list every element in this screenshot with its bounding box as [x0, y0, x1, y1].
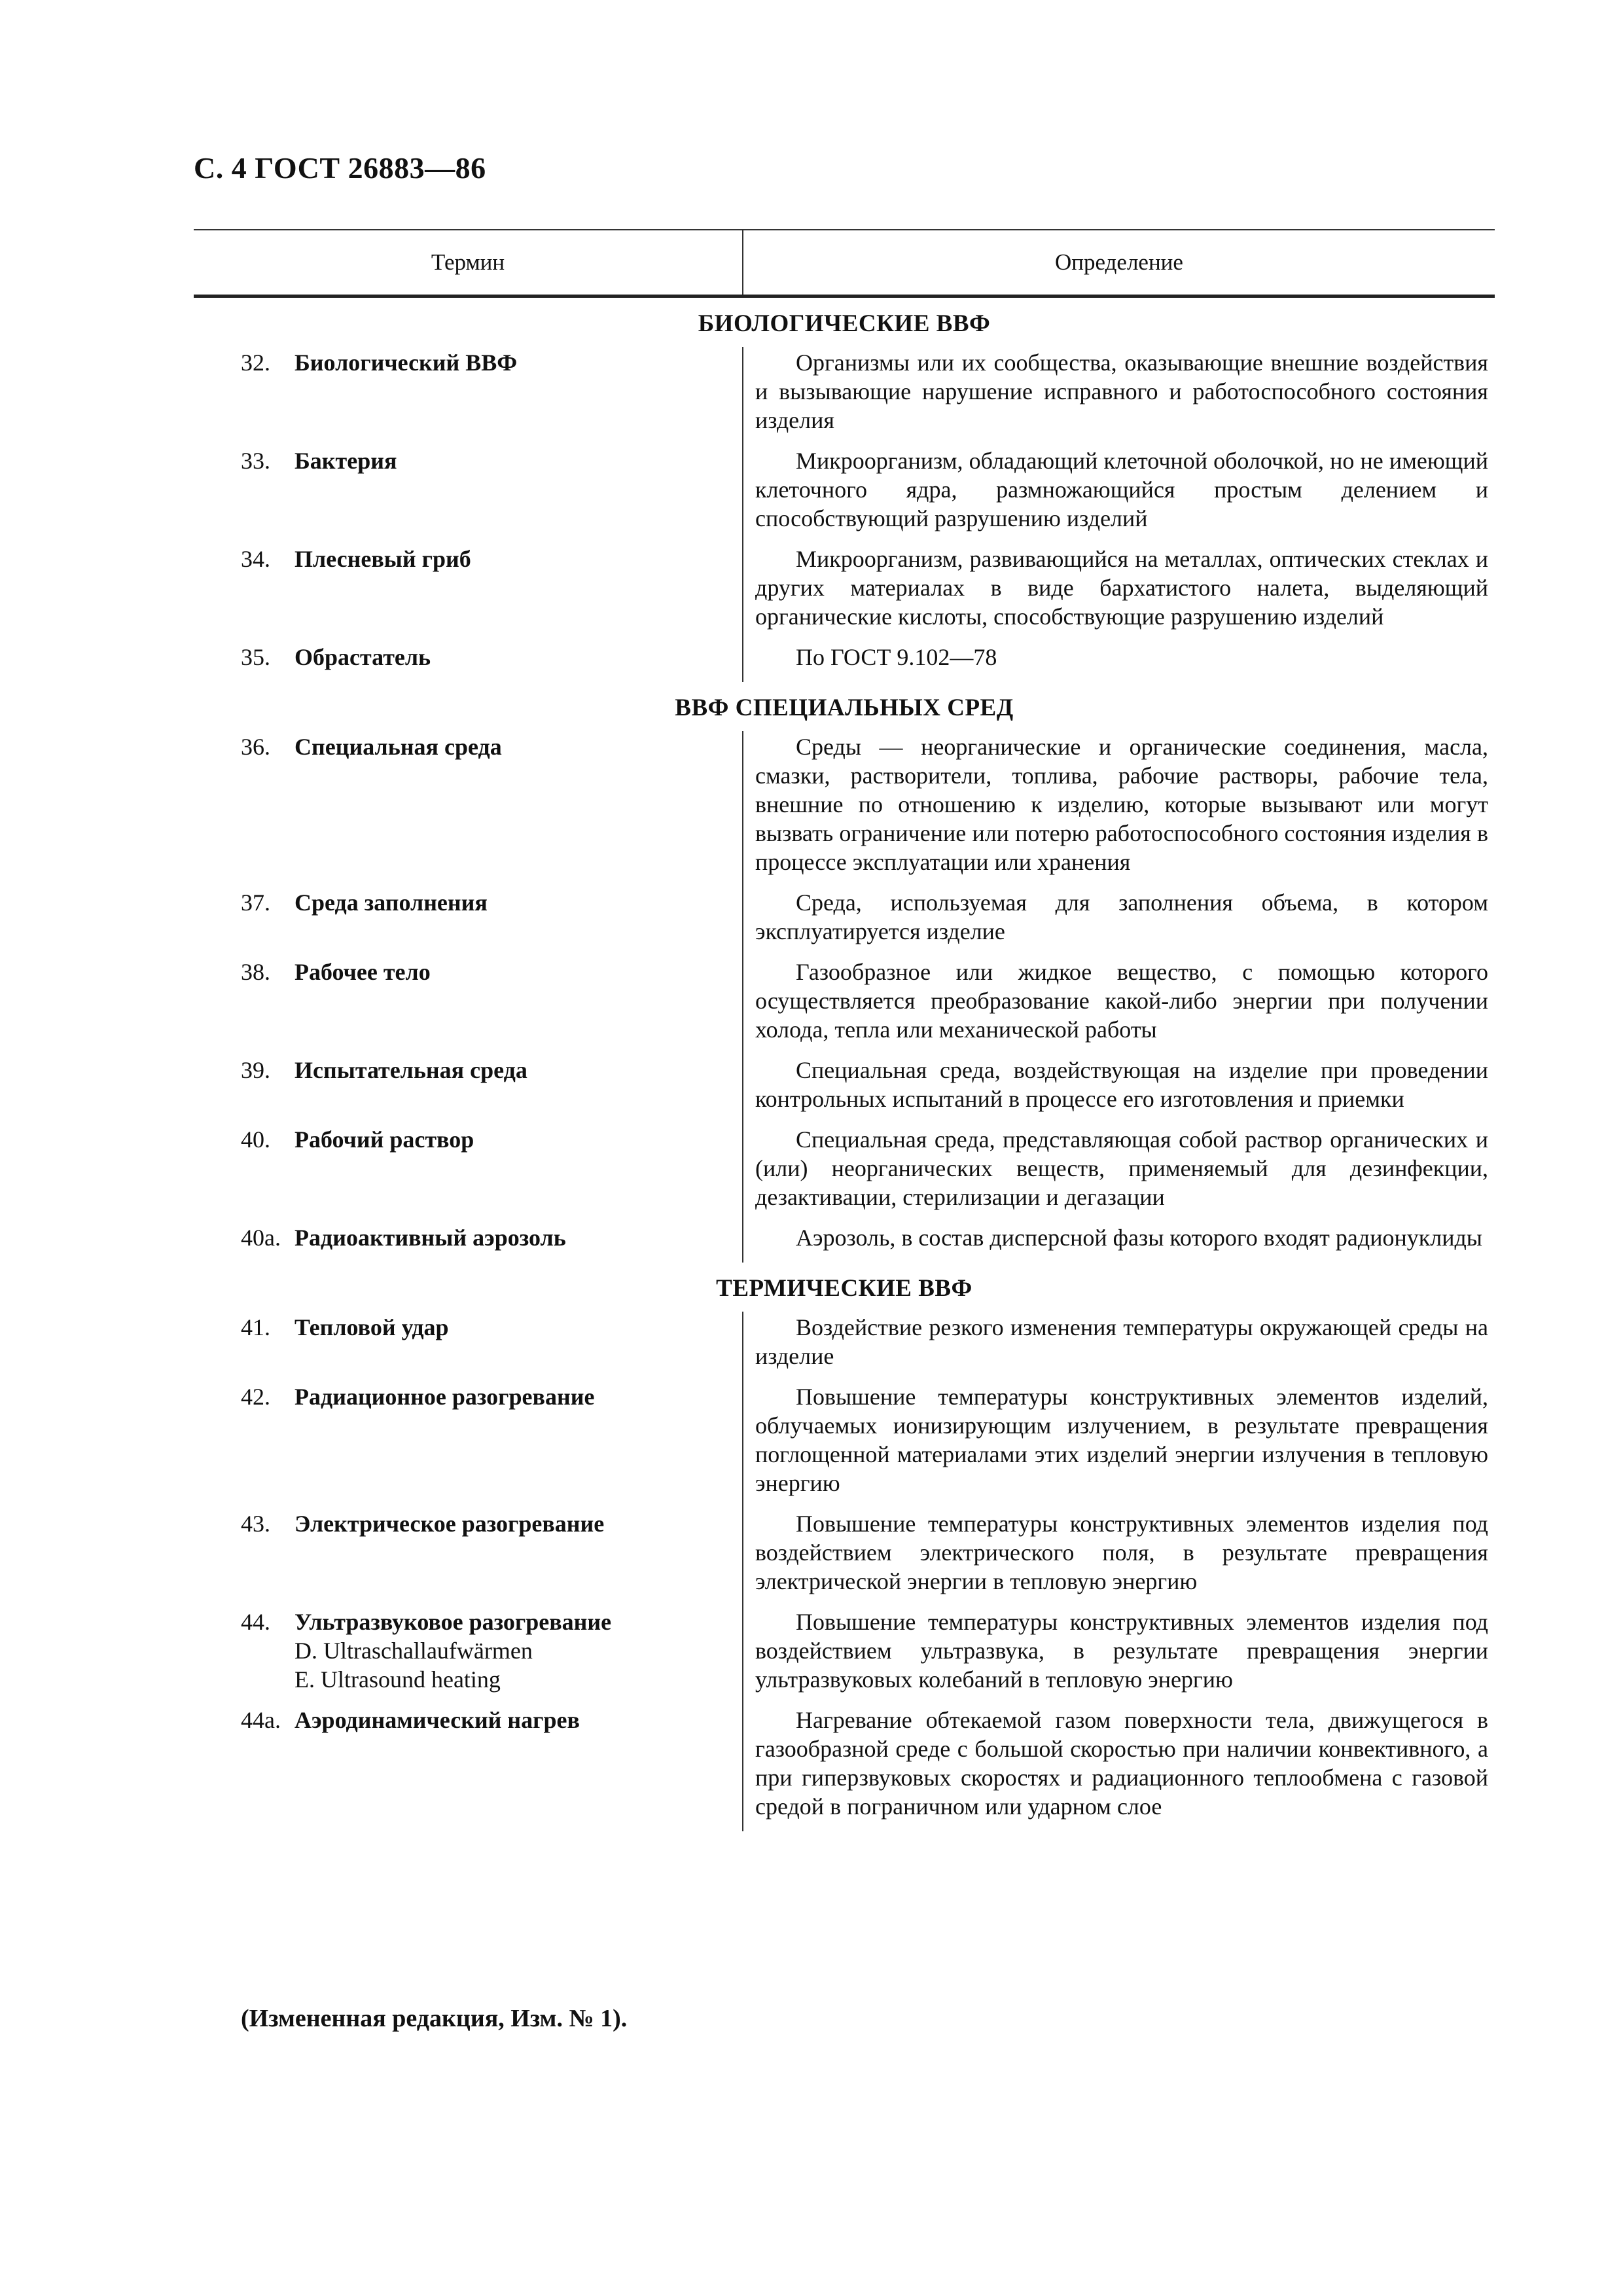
table-row: [194, 1222, 1495, 1263]
term-number: 40а.: [241, 1225, 281, 1251]
term-number: 33.: [241, 448, 270, 474]
definition-cell: По ГОСТ 9.102—78: [742, 641, 1495, 682]
section-title: БИОЛОГИЧЕСКИЕ ВВФ: [698, 310, 991, 337]
table-row: [194, 1606, 1495, 1704]
term-cell: [194, 543, 742, 641]
term-name: Среда заполнения: [294, 889, 488, 916]
term-name: Испытательная среда: [294, 1057, 527, 1083]
definition-cell: Микроорганизм, развивающийся на металлах, оптических стеклах и других материалах в виде бархатистого налета, выделяющий органические кислоты, способствующие разрушению изделий: [742, 543, 1495, 641]
term-name: Электрическое разогревание: [294, 1511, 605, 1537]
term-cell: [194, 1124, 742, 1222]
term-number: 44.: [241, 1609, 270, 1635]
term-number: 37.: [241, 889, 270, 916]
term-number: 41.: [241, 1314, 270, 1340]
amendment-note: (Измененная редакция, Изм. № 1).: [241, 2005, 628, 2032]
term-number: 43.: [241, 1511, 270, 1537]
definition-cell: Микроорганизм, обладающий клеточной оболочкой, но не имеющий клеточного ядра, размножающийся простым делением и способствующий разрушению изделий: [742, 445, 1495, 543]
table-row: [194, 1508, 1495, 1606]
term-cell: [194, 641, 742, 682]
term-name: Биологический ВВФ: [294, 350, 518, 376]
term-name: Аэродинамический нагрев: [294, 1707, 580, 1733]
term-cell: [194, 887, 742, 956]
term-name: Бактерия: [294, 448, 397, 474]
term-name: Обрастатель: [294, 644, 431, 670]
term-cell: [194, 347, 742, 445]
table-row: [194, 956, 1495, 1054]
definition-cell: Воздействие резкого изменения температуры окружающей среды на изделие: [742, 1312, 1495, 1381]
term-name: Рабочее тело: [294, 959, 431, 985]
foreign-equivalent: D. Ultraschallaufwärmen: [294, 1638, 533, 1664]
table-row: [194, 887, 1495, 956]
terms-table: [194, 229, 1495, 1831]
definition-cell: Повышение температуры конструктивных элементов изделия под воздействием ультразвука, в результате превращения энергии ультразвуковых колебаний в тепловую энергию: [742, 1606, 1495, 1704]
definition-cell: Нагревание обтекаемой газом поверхности тела, движущегося в газообразной среде с большой скоростью при наличии конвективного, а при гиперзвуковых скоростях и радиационного теплообмена с газовой средой в пограничном или ударном слое: [742, 1704, 1495, 1831]
term-name: Плесневый гриб: [294, 546, 471, 572]
term-name: Рабочий раствор: [294, 1126, 474, 1153]
term-cell: [194, 1508, 742, 1606]
term-name: Ультразвуковое разогревание: [294, 1609, 612, 1635]
definition-cell: Среды — неорганические и органические соединения, масла, смазки, растворители, топлива, рабочие растворы, рабочие тела, внешние по отношению к изделию, которые вызывают или могут вызвать ограничение или потерю работоспособного состояния изделия в процессе эксплуатации или хранения: [742, 731, 1495, 887]
term-cell: [194, 445, 742, 543]
term-cell: [194, 731, 742, 887]
term-name: Тепловой удар: [294, 1314, 449, 1340]
section-title: ТЕРМИЧЕСКИЕ ВВФ: [716, 1275, 972, 1302]
definition-cell: Аэрозоль, в состав дисперсной фазы которого входят радионуклиды: [742, 1222, 1495, 1263]
term-number: 32.: [241, 350, 270, 376]
term-number: 44а.: [241, 1707, 281, 1733]
term-number: 39.: [241, 1057, 270, 1083]
column-header-term: Термин: [194, 230, 743, 295]
definition-cell: Повышение температуры конструктивных элементов изделия под воздействием электрического поля, в результате превращения электрической энергии в тепловую энергию: [742, 1508, 1495, 1606]
term-cell: [194, 1054, 742, 1124]
term-cell: [194, 1312, 742, 1381]
definition-cell: Среда, используемая для заполнения объема, в котором эксплуатируется изделие: [742, 887, 1495, 956]
definition-cell: Повышение температуры конструктивных элементов изделий, облучаемых ионизирующим излучением, в результате превращения поглощенной материалами этих изделий энергии излучения в тепловую энергию: [742, 1381, 1495, 1508]
table-body: [194, 298, 1495, 1831]
term-number: 40.: [241, 1126, 270, 1153]
table-row: [194, 1381, 1495, 1508]
table-header: [194, 229, 1495, 298]
term-number: 42.: [241, 1384, 270, 1410]
definition-cell: Специальная среда, представляющая собой раствор органических и (или) неорганических веществ, применяемый для дезинфекции, дезактивации, стерилизации и дегазации: [742, 1124, 1495, 1222]
foreign-equivalent: E. Ultrasound heating: [294, 1666, 501, 1693]
section-title: ВВФ СПЕЦИАЛЬНЫХ СРЕД: [675, 694, 1014, 721]
term-number: 36.: [241, 734, 270, 760]
definition-cell: Газообразное или жидкое вещество, с помощью которого осуществляется преобразование какой-либо энергии при получении холода, тепла или механической работы: [742, 956, 1495, 1054]
term-name: Специальная среда: [294, 734, 502, 760]
column-header-definition: Определение: [1055, 249, 1183, 275]
term-number: 35.: [241, 644, 270, 670]
table-row: [194, 1704, 1495, 1831]
page-header: С. 4 ГОСТ 26883—86: [194, 151, 486, 185]
table-row: [194, 347, 1495, 445]
table-row: [194, 1312, 1495, 1381]
term-cell: [194, 1222, 742, 1263]
term-cell: [194, 1606, 742, 1704]
term-name: Радиоактивный аэрозоль: [294, 1225, 566, 1251]
definition-cell: Специальная среда, воздействующая на изделие при проведении контрольных испытаний в процессе его изготовления и приемки: [742, 1054, 1495, 1124]
term-name: Радиационное разогревание: [294, 1384, 595, 1410]
term-cell: [194, 1381, 742, 1508]
table-row: [194, 445, 1495, 543]
definition-cell: Организмы или их сообщества, оказывающие внешние воздействия и вызывающие нарушение исправного и работоспособного состояния изделия: [742, 347, 1495, 445]
term-number: 38.: [241, 959, 270, 985]
table-row: [194, 1124, 1495, 1222]
table-row: [194, 543, 1495, 641]
table-row: [194, 641, 1495, 682]
term-cell: [194, 1704, 742, 1831]
term-number: 34.: [241, 546, 270, 572]
table-row: [194, 731, 1495, 887]
table-row: [194, 1054, 1495, 1124]
term-cell: [194, 956, 742, 1054]
